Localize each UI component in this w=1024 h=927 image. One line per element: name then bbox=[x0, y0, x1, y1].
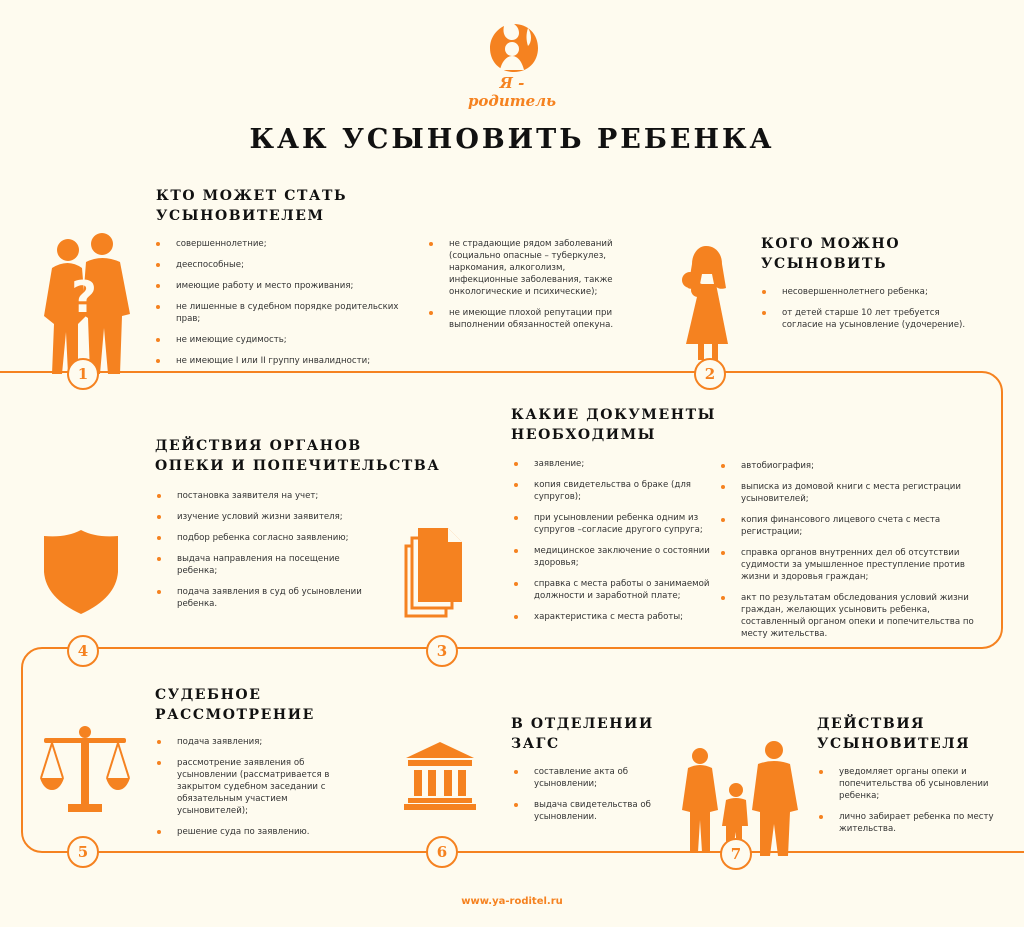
government-building-icon bbox=[404, 740, 476, 810]
section-5-list bbox=[156, 736, 356, 847]
section-3-list bbox=[513, 458, 713, 632]
list-item: медицинское заключение о состоянии здоровья; bbox=[513, 545, 713, 569]
step-number-3: 3 bbox=[426, 635, 458, 667]
list-item: не лишенные в судебном порядке родительских прав; bbox=[155, 301, 415, 325]
section-3-list-2 bbox=[720, 460, 982, 649]
section-1-list-2 bbox=[428, 238, 628, 340]
scales-icon bbox=[38, 724, 132, 818]
heading-line: В ОТДЕЛЕНИИ bbox=[511, 716, 654, 732]
section-3-heading bbox=[511, 405, 716, 445]
section-1-heading bbox=[156, 186, 347, 226]
list-item: решение суда по заявлению. bbox=[156, 826, 356, 838]
heading-line: ДЕЙСТВИЯ bbox=[817, 716, 926, 732]
logo-icon bbox=[486, 20, 542, 76]
list-item: справка с места работы о занимаемой должности и заработной плате; bbox=[513, 578, 713, 602]
heading-line: ОПЕКИ И ПОПЕЧИТЕЛЬСТВА bbox=[155, 458, 441, 474]
list-item: заявление; bbox=[513, 458, 713, 470]
step-number-7: 7 bbox=[720, 838, 752, 870]
heading-line: УСЫНОВИТЕЛЕМ bbox=[156, 208, 325, 224]
step-number-6: 6 bbox=[426, 836, 458, 868]
heading-line: УСЫНОВИТЕЛЯ bbox=[817, 736, 971, 752]
list-item: копия финансового лицевого счета с места регистрации; bbox=[720, 514, 982, 538]
couple-question-icon bbox=[38, 228, 138, 374]
list-item: уведомляет органы опеки и попечительства об усыновлении ребенка; bbox=[818, 766, 998, 802]
list-item: при усыновлении ребенка одним из супругов –согласие другого супруга; bbox=[513, 512, 713, 536]
heading-line: КТО МОЖЕТ СТАТЬ bbox=[156, 188, 348, 204]
list-item: постановка заявителя на учет; bbox=[156, 490, 376, 502]
list-item: характеристика с места работы; bbox=[513, 611, 713, 623]
heading-line: СУДЕБНОЕ bbox=[155, 687, 262, 703]
list-item: изучение условий жизни заявителя; bbox=[156, 511, 376, 523]
list-item: автобиография; bbox=[720, 460, 982, 472]
list-item: несовершеннолетнего ребенка; bbox=[761, 286, 981, 298]
step-number-1: 1 bbox=[67, 358, 99, 390]
heading-line: КОГО МОЖНО bbox=[761, 236, 901, 252]
list-item: копия свидетельства о браке (для супругов); bbox=[513, 479, 713, 503]
heading-line: ЗАГС bbox=[511, 736, 560, 752]
list-item: не имеющие плохой репутации при выполнении обязанностей опекуна. bbox=[428, 307, 628, 331]
list-item: выписка из домовой книги с места регистрации усыновителей; bbox=[720, 481, 982, 505]
section-6-heading bbox=[511, 714, 654, 754]
section-4-list bbox=[156, 490, 376, 619]
heading-line: РАССМОТРЕНИЕ bbox=[155, 707, 315, 723]
list-item: не имеющие I или II группу инвалидности; bbox=[155, 355, 415, 367]
shield-icon bbox=[42, 528, 120, 616]
list-item: подбор ребенка согласно заявлению; bbox=[156, 532, 376, 544]
section-7-list bbox=[818, 766, 998, 844]
heading-line: ДЕЙСТВИЯ ОРГАНОВ bbox=[155, 438, 362, 454]
svg-text:?: ? bbox=[71, 272, 97, 323]
documents-icon bbox=[402, 526, 464, 618]
step-number-2: 2 bbox=[694, 358, 726, 390]
section-4-heading bbox=[155, 436, 440, 476]
heading-line: КАКИЕ ДОКУМЕНТЫ bbox=[511, 407, 717, 423]
list-item: справка органов внутренних дел об отсутствии судимости за умышленное преступление против жизни и здоровья граждан; bbox=[720, 547, 982, 583]
list-item: дееспособные; bbox=[155, 259, 415, 271]
list-item: выдача направления на посещение ребенка; bbox=[156, 553, 376, 577]
section-1-list bbox=[155, 238, 415, 376]
section-2-heading bbox=[761, 234, 900, 274]
heading-line: НЕОБХОДИМЫ bbox=[511, 427, 657, 443]
list-item: от детей старше 10 лет требуется согласие на усыновление (удочерение). bbox=[761, 307, 981, 331]
list-item: составление акта об усыновлении; bbox=[513, 766, 653, 790]
list-item: рассмотрение заявления об усыновлении (рассматривается в закрытом судебном заседании с обязательным участием усыновителей); bbox=[156, 757, 356, 817]
section-7-heading bbox=[817, 714, 970, 754]
list-item: не страдающие рядом заболеваний (социально опасные – туберкулез, наркомания, алкоголизм, инфекционные заболевания, также онкологические и психические); bbox=[428, 238, 628, 298]
list-item: лично забирает ребенка по месту жительства. bbox=[818, 811, 998, 835]
section-6-list bbox=[513, 766, 653, 832]
girl-with-toy-icon bbox=[680, 244, 740, 362]
step-number-4: 4 bbox=[67, 635, 99, 667]
list-item: не имеющие судимость; bbox=[155, 334, 415, 346]
footer-link[interactable]: www.ya-roditel.ru bbox=[461, 896, 563, 907]
list-item: совершеннолетние; bbox=[155, 238, 415, 250]
list-item: выдача свидетельства об усыновлении. bbox=[513, 799, 653, 823]
list-item: акт по результатам обследования условий жизни граждан, желающих усыновить ребенка, составленный органом опеки и попечительства по месту жительства. bbox=[720, 592, 982, 640]
list-item: подача заявления в суд об усыновлении ребенка. bbox=[156, 586, 376, 610]
list-item: подача заявления; bbox=[156, 736, 356, 748]
section-5-heading bbox=[155, 685, 315, 725]
page-title: КАК УСЫНОВИТЬ РЕБЕНКА bbox=[249, 124, 775, 155]
heading-line: УСЫНОВИТЬ bbox=[761, 256, 888, 272]
step-number-5: 5 bbox=[67, 836, 99, 868]
logo-text: Я - родитель bbox=[467, 74, 557, 110]
section-2-list bbox=[761, 286, 981, 340]
list-item: имеющие работу и место проживания; bbox=[155, 280, 415, 292]
